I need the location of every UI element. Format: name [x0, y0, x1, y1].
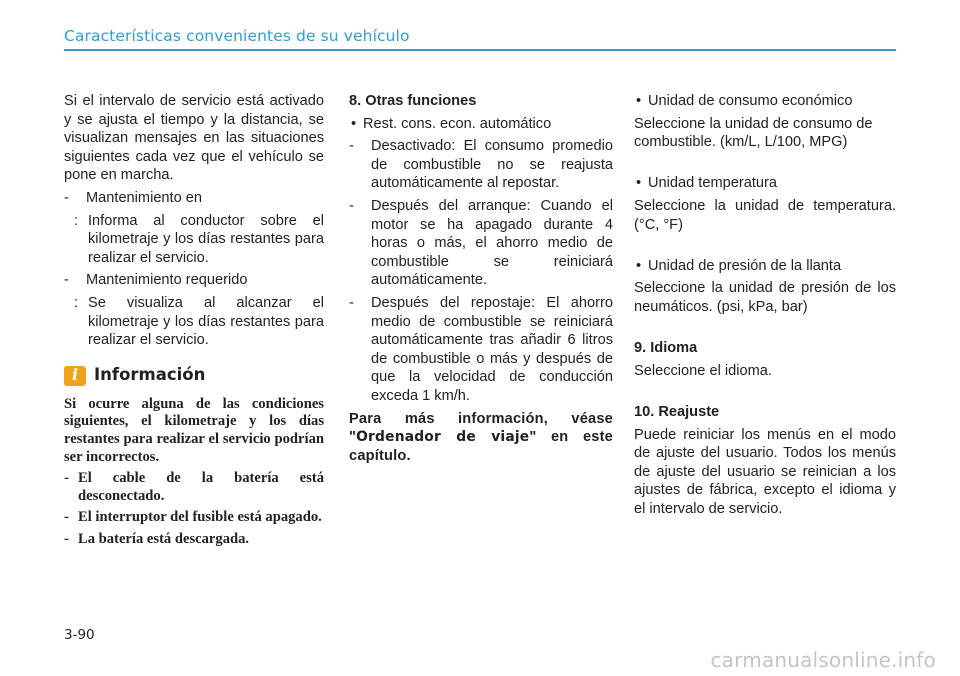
list-item-text: El cable de la batería está desconectado.	[78, 470, 324, 504]
info-list-item	[64, 470, 324, 505]
list-item-maintenance-required	[64, 271, 324, 290]
header-rule	[64, 49, 896, 51]
list-item-text: Después del arranque: Cuando el motor se ha apagado durante 4 horas o más, el ahorro medio de combustible se reiniciará automáticamente.	[371, 197, 613, 289]
list-marker: -	[64, 189, 69, 206]
bullet-marker: •	[636, 93, 642, 109]
list-item-off	[349, 137, 613, 193]
bullet-item-fuel-reset	[349, 115, 613, 134]
list-marker: -	[64, 272, 69, 289]
watermark: carmanualsonline.info	[710, 648, 936, 672]
temperature-unit-text: Seleccione la unidad de temperatura. (°C, °F)	[634, 197, 896, 233]
bullet-text: Unidad de presión de la llanta	[648, 257, 842, 274]
list-marker: -	[64, 509, 69, 526]
list-item-text: La batería está descargada.	[78, 530, 250, 547]
page-number: 3-90	[64, 627, 95, 643]
bullet-item-pressure-unit	[634, 257, 896, 276]
column-right	[634, 92, 896, 518]
reference-prefix: Para más información, véase "	[349, 410, 613, 446]
heading-language: 9. Idioma	[634, 340, 698, 357]
list-item-text: Desactivado: El consumo promedio de combustible no se reajusta automáticamente al repostar.	[371, 138, 613, 192]
sub-item-text: Informa al conductor sobre el kilometraje y los días restantes para realizar el servicio.	[88, 212, 324, 266]
info-header	[64, 366, 324, 386]
list-item-text: El interruptor del fusible está apagado.	[78, 509, 322, 526]
list-marker: -	[349, 138, 354, 155]
bullet-marker: •	[636, 175, 642, 192]
sub-item-maintenance-required	[64, 294, 324, 350]
bullet-text: Rest. cons. econ. automático	[363, 115, 552, 132]
bullet-text: Unidad de consumo económico	[648, 93, 853, 109]
pressure-unit-text: Seleccione la unidad de presión de los neumáticos. (psi, kPa, bar)	[634, 280, 896, 315]
list-marker: -	[64, 470, 69, 487]
list-marker: -	[349, 197, 354, 214]
info-list-item	[64, 531, 324, 549]
language-text: Seleccione el idioma.	[634, 362, 772, 379]
bullet-item-fuel-unit	[634, 92, 896, 111]
bullet-marker: •	[636, 257, 642, 274]
section-title: Características convenientes de su vehículo	[64, 27, 410, 45]
heading-other-functions: 8. Otras funciones	[349, 93, 477, 109]
column-middle	[349, 92, 613, 465]
sub-item-text: Se visualiza al alcanzar el kilometraje y los días restantes para realizar el servicio.	[88, 294, 324, 349]
info-box	[64, 396, 324, 549]
sub-item-maintenance-in	[64, 212, 324, 268]
info-list-item	[64, 509, 324, 527]
list-item-text: Mantenimiento requerido	[86, 272, 248, 289]
list-item-text: Mantenimiento en	[86, 189, 203, 206]
fuel-unit-text: Seleccione la unidad de consumo de combustible. (km/L, L/100, MPG)	[634, 115, 873, 151]
bullet-text: Unidad temperatura	[648, 175, 777, 192]
list-item-text: Después del repostaje: El ahorro medio de combustible se reiniciará automáticamente tras añadir 6 litros de combustible o más y después de que la velocidad de conducción exceda 1 km/h.	[371, 294, 613, 404]
list-item-maintenance-in	[64, 189, 324, 208]
bullet-item-temperature-unit	[634, 174, 896, 193]
list-marker: -	[64, 530, 69, 547]
heading-reset: 10. Reajuste	[634, 403, 720, 420]
info-text: Si ocurre alguna de las condiciones siguientes, el kilometraje y los días restantes para realizar el servicio podrían ser incorrectos.	[64, 395, 324, 465]
list-item-after-ignition	[349, 197, 613, 290]
reference-note	[349, 410, 613, 466]
reference-suffix: " en este capítulo.	[349, 429, 613, 464]
info-title: Información	[94, 365, 206, 385]
bullet-marker: •	[351, 115, 357, 132]
sub-marker: :	[74, 212, 79, 229]
service-interval-intro: Si el intervalo de servicio está activado y se ajusta el tiempo y la distancia, se visualizan mensajes en las situaciones siguientes cada vez que el vehículo se pone en marcha.	[64, 93, 324, 184]
column-left	[64, 92, 324, 552]
list-marker: -	[349, 294, 354, 311]
trip-computer-link[interactable]: Ordenador de viaje	[356, 429, 530, 446]
info-icon: i	[64, 366, 86, 386]
list-item-after-refueling	[349, 294, 613, 406]
reset-text: Puede reiniciar los menús en el modo de ajuste del usuario. Todos los menús de ajuste del usuario se reinician a los ajustes de fábrica, excepto el idioma y el intervalo de servicio.	[634, 426, 896, 517]
sub-marker: :	[74, 294, 79, 311]
